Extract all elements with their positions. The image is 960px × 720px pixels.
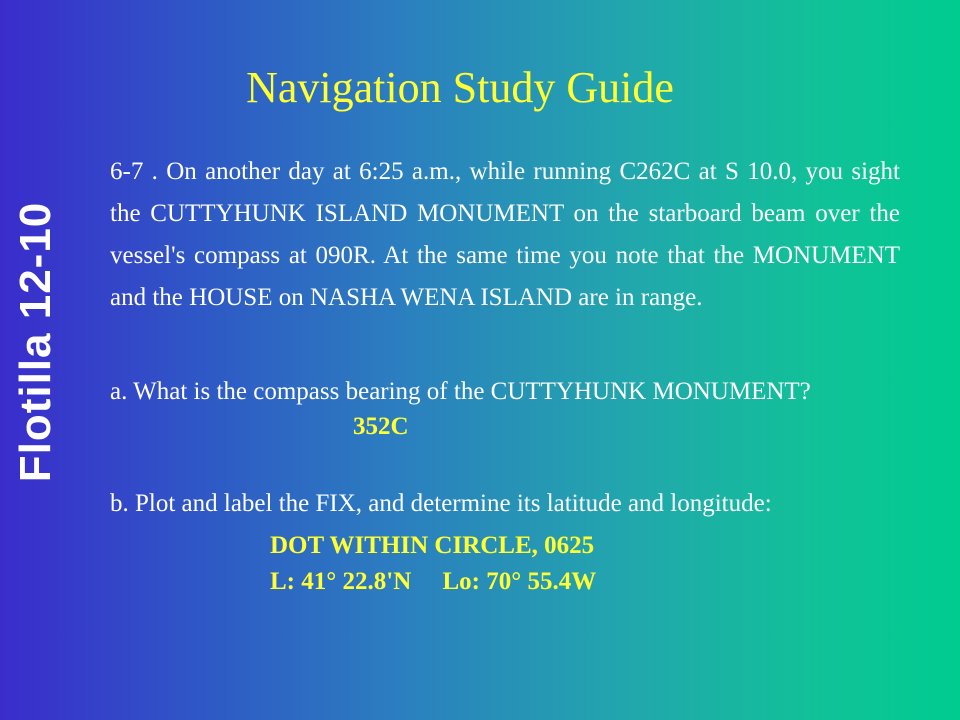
side-label: Flotilla 12-10 xyxy=(11,201,60,483)
part-a-question: a. What is the compass bearing of the CUTTYHUNK MONUMENT? xyxy=(110,378,811,405)
question-text: 6-7 . On another day at 6:25 a.m., while running C262C at S 10.0, you sight the CUTTYHUNK ISLAND MONUMENT on the starboard beam over the vessel's compass at 090R. At the same time you note that the MONUMENT and the HOUSE on NASHA WENA ISLAND are in range. xyxy=(110,158,900,311)
part-b-answer xyxy=(270,528,596,600)
part-b-answer-line1: DOT WITHIN CIRCLE, 0625 xyxy=(270,532,595,559)
part-a-answer: 352C xyxy=(353,413,409,440)
part-b-answer-line2: L: 41° 22.8'N Lo: 70° 55.4W xyxy=(270,568,597,595)
page-title: Navigation Study Guide xyxy=(246,63,674,112)
part-b-question: b. Plot and label the FIX, and determine its latitude and longitude: xyxy=(110,490,772,517)
